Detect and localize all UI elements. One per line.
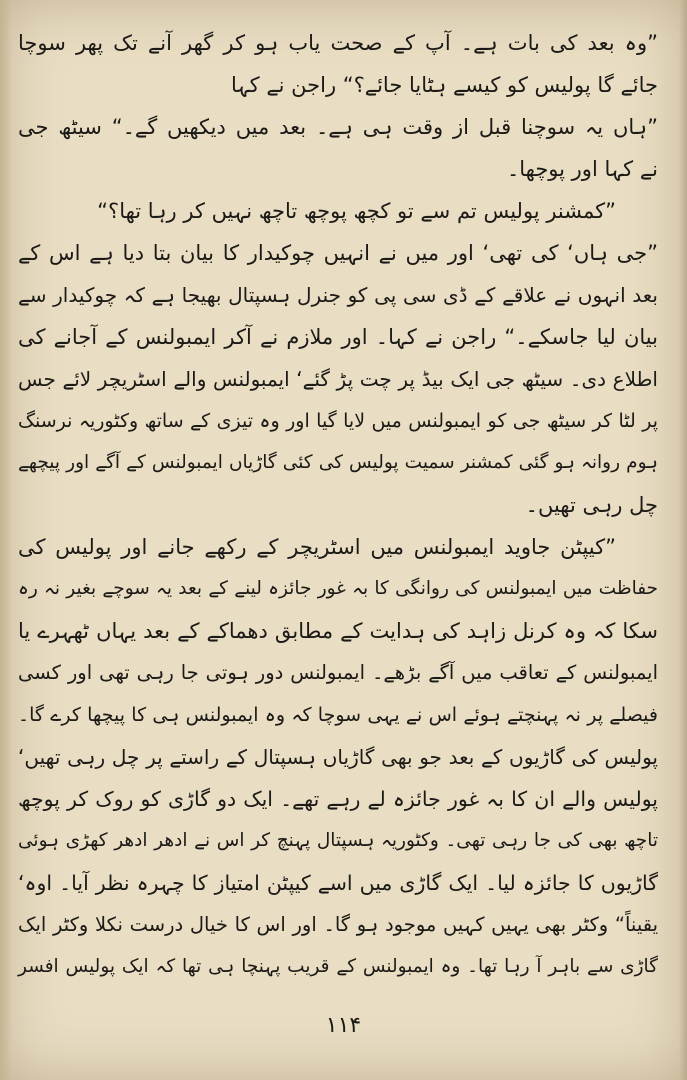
text-line: حفاظت میں ایمبولنس کی روانگی کا بہ غور جائزہ لینے کے بعد یہ سوچے بغیر نہ رہ [18, 578, 658, 599]
text-line: جائے گا پولیس کو کیسے ہٹایا جائے؟“ راجن نے کہا [230, 73, 658, 97]
page-number: ۱۱۴ [325, 1013, 362, 1038]
text-line: ”ہاں یہ سوچنا قبل از وقت ہی ہے۔ بعد میں دیکھیں گے۔“ سیٹھ جی [18, 115, 658, 139]
text-line: ”کمشنر پولیس تم سے تو کچھ پوچھ تاچھ نہیں کر رہا تھا؟“ [97, 199, 616, 223]
text-line: بعد انہوں نے علاقے کے ڈی سی پی کو جنرل ہسپتال بھیجا ہے کہ چوکیدار سے [18, 283, 658, 307]
text-line: پولیس کی گاڑیوں کے بعد جو بھی گاڑیاں ہسپتال کے راستے پر چل رہی تھیں‘ [18, 745, 658, 769]
text-line: نے کہا اور پوچھا۔ [506, 157, 658, 181]
text-line: پر لٹا کر سیٹھ جی کو ایمبولنس میں لایا گیا اور وہ تیزی کے ساتھ وکٹوریہ نرسنگ [18, 410, 658, 432]
body-text [18, 22, 658, 988]
text-line: پولیس والے ان کا بہ غور جائزہ لے رہے تھے۔ ایک دو گاڑی کو روک کر پوچھ [18, 787, 658, 811]
text-line: اطلاع دی۔ سیٹھ جی ایک بیڈ پر چت پڑ گئے‘ ایمبولنس والے اسٹریچر لائے جس [18, 367, 658, 391]
text-line: چل رہی تھیں۔ [525, 493, 658, 517]
text-line: ”جی ہاں‘ کی تھی‘ اور میں نے انہیں چوکیدار کا بیان بتا دیا ہے اس کے [18, 241, 658, 265]
text-line: گاڑیوں کا جائزہ لیا۔ ایک گاڑی میں اسے کیپٹن امتیاز کا چہرہ نظر آیا۔ اوہ‘ [18, 871, 658, 895]
text-line: بیان لیا جاسکے۔“ راجن نے کہا۔ اور ملازم نے آکر ایمبولنس کے آجانے کی [18, 325, 658, 349]
text-line: ہوم روانہ ہو گئی کمشنر سمیت پولیس کی کئی گاڑیاں ایمبولنس کے آگے اور پیچھے [18, 452, 658, 473]
text-line: فیصلے پر نہ پہنچتے ہوئے اس نے یہی سوچا کہ وہ ایمبولنس ہی کا پیچھا کرے گا۔ [18, 704, 658, 726]
text-line: ایمبولنس کے تعاقب میں آگے بڑھے۔ ایمبولنس دور ہوتی جا رہی تھی اور کسی [18, 661, 658, 684]
text-line: ”کیپٹن جاوید ایمبولنس میں اسٹریچر کے رکھے جانے اور پولیس کی [18, 535, 616, 559]
text-line: سکا کہ وہ کرنل زاہد کی ہدایت کے مطابق دھماکے کے بعد یہاں ٹھہرے یا [18, 619, 658, 643]
text-line: ”وہ بعد کی بات ہے۔ آپ کے صحت یاب ہو کر گھر آنے تک پھر سوچا [18, 31, 658, 55]
text-line: گاڑی سے باہر آ رہا تھا۔ وہ ایمبولنس کے قریب پہنچا ہی تھا کہ ایک پولیس افسر [18, 956, 658, 977]
text-line: یقیناً“ وکٹر بھی یہیں کہیں موجود ہو گا۔ اور اس کا خیال درست نکلا وکٹر ایک [18, 913, 658, 936]
text-line: تاچھ بھی کی جا رہی تھی۔ وکٹوریہ ہسپتال پہنچ کر اس نے ادھر ادھر کھڑی ہوئی [18, 830, 658, 851]
